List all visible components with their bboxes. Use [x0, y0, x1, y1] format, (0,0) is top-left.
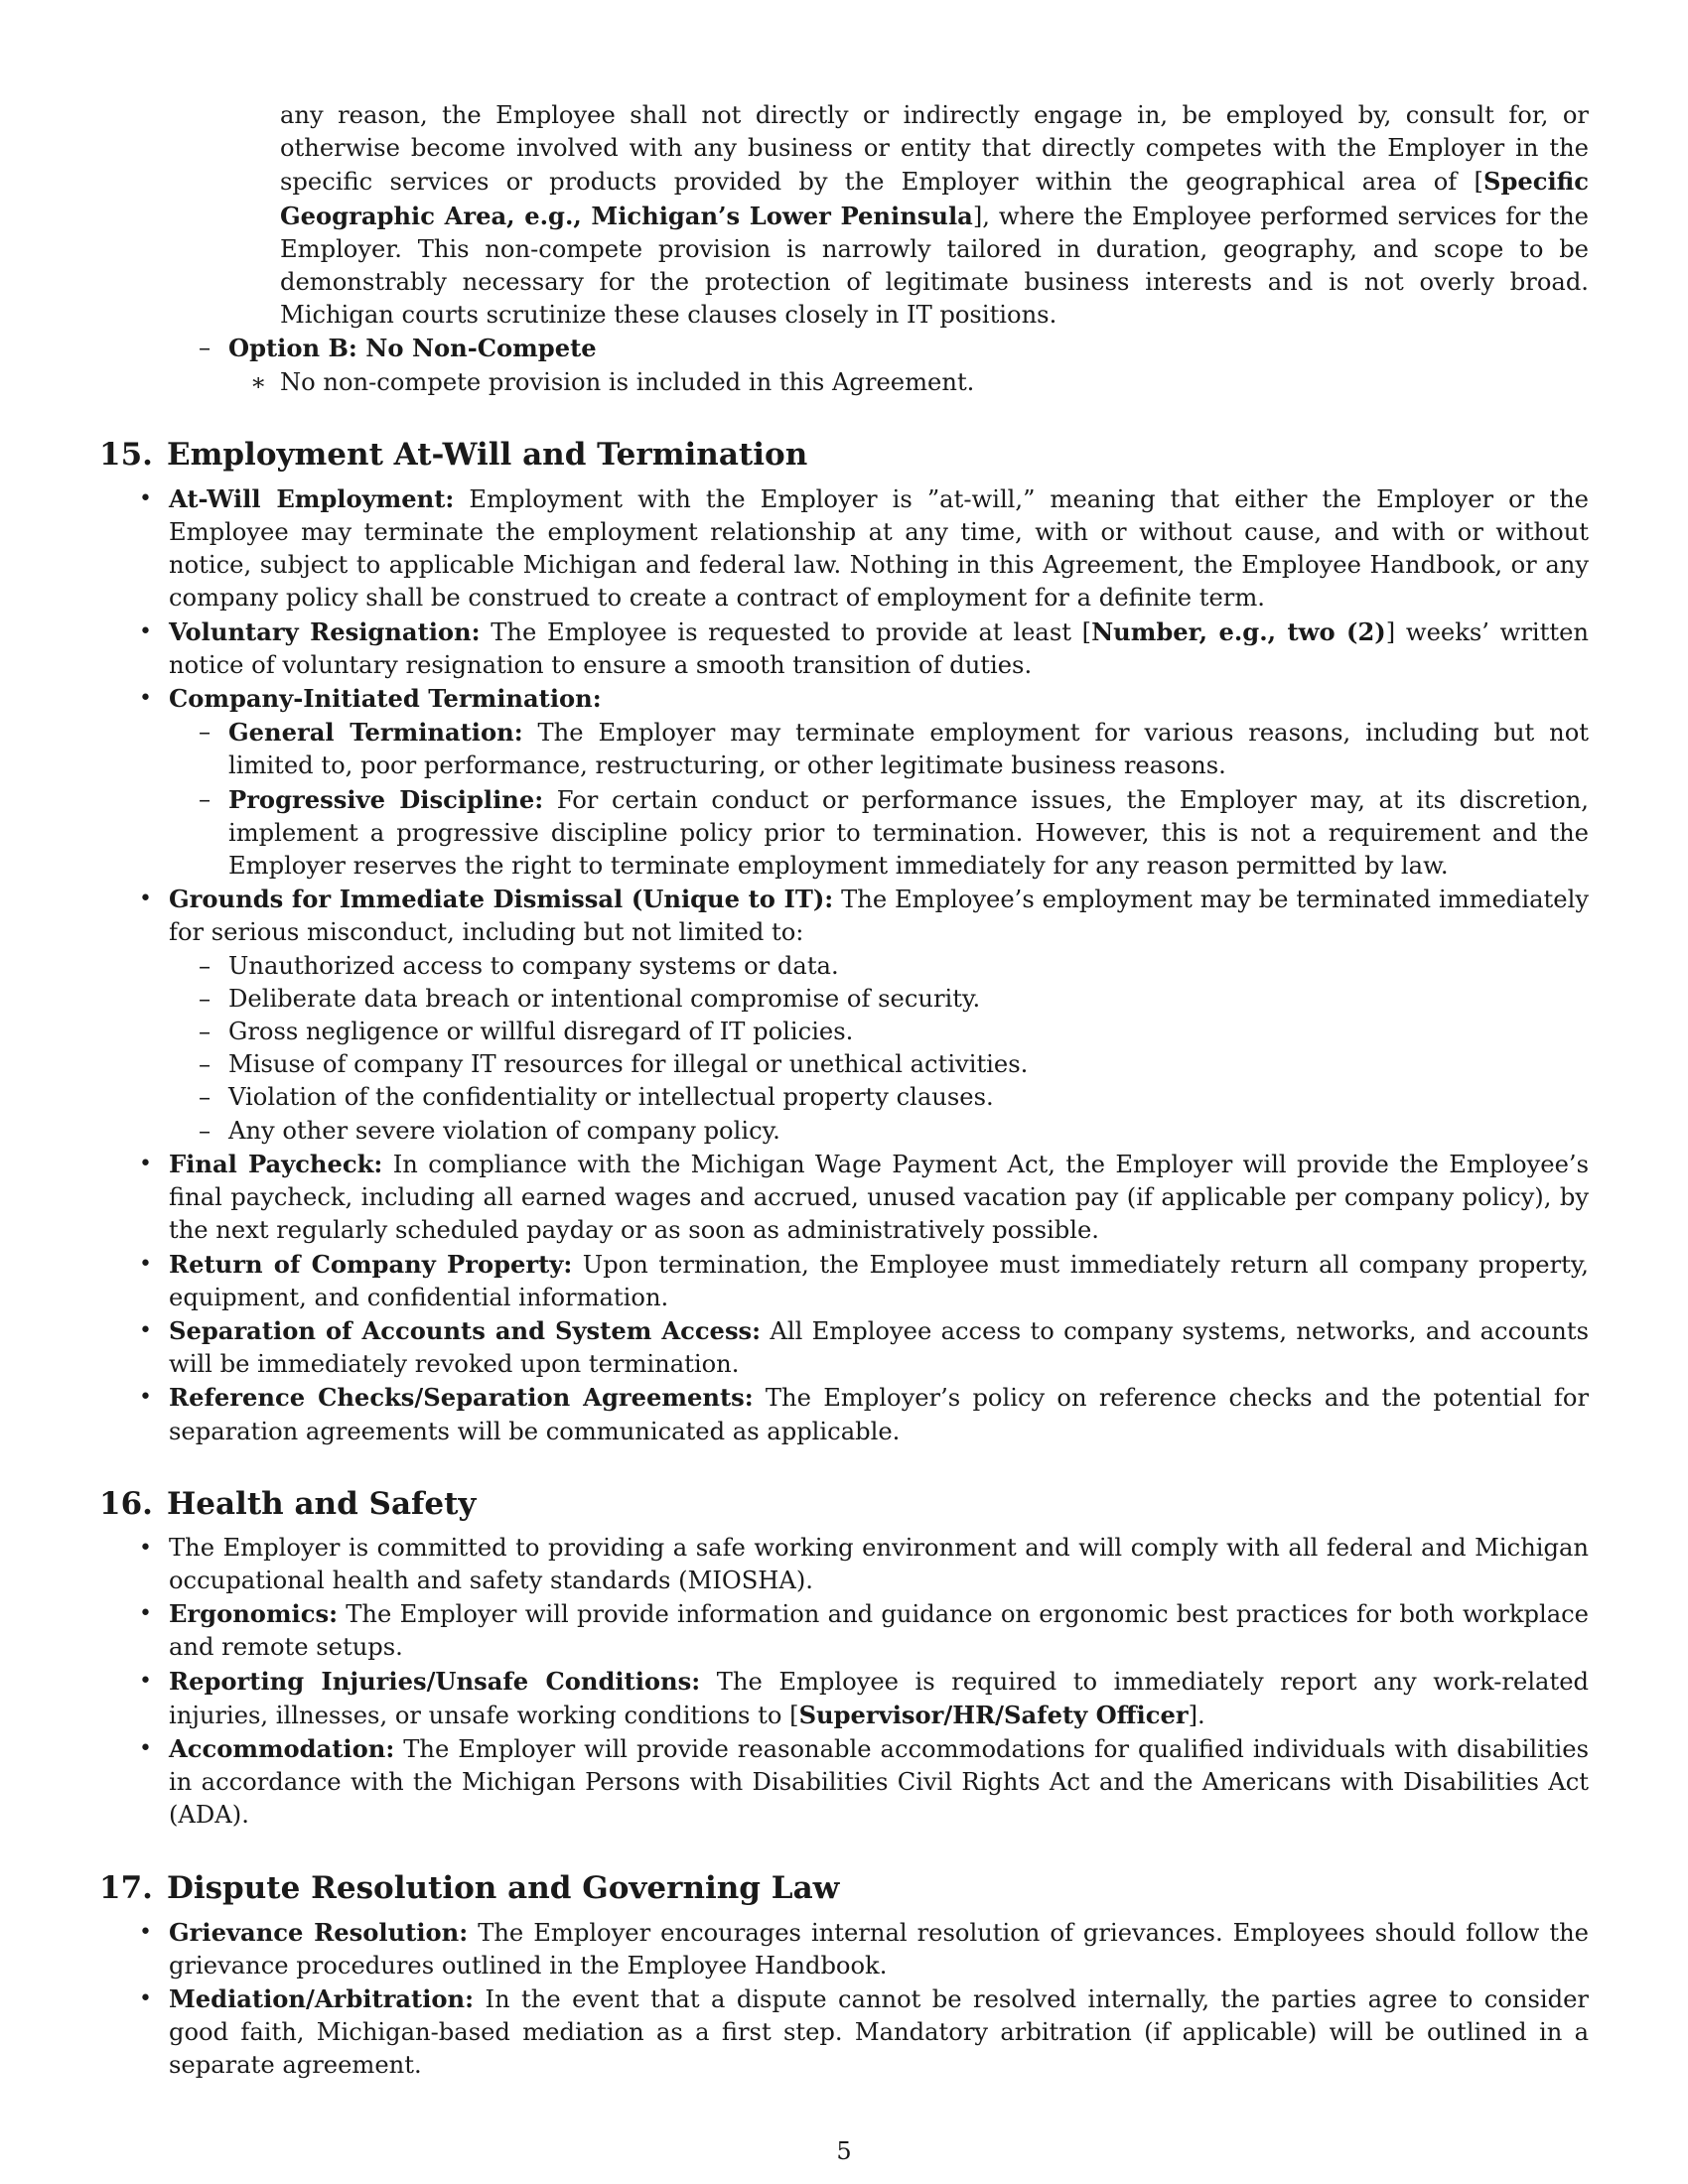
- dash-marker: –: [199, 951, 211, 980]
- list-item-return-property: [99, 1248, 1589, 1314]
- bullet-marker: •: [139, 1735, 152, 1761]
- item-label: General Termination:: [228, 718, 523, 748]
- list-item-ergonomics: [99, 1597, 1589, 1664]
- item-label: Voluntary Resignation:: [169, 616, 481, 646]
- bullet-marker: •: [139, 887, 152, 912]
- section-title: Health and Safety: [166, 1485, 477, 1522]
- item-label: Return of Company Property:: [169, 1249, 573, 1279]
- item-text: Deliberate data breach or intentional compromise of security.: [228, 984, 981, 1013]
- item-text: The Employer will provide reasonable accommodations for qualified individuals with disabilities in accordance with the Michigan Persons with Disabilities Civil Rights Act and the Americans with Disabilities Act (ADA).: [169, 1734, 1589, 1830]
- grounds-sublist: [169, 950, 1589, 1148]
- list-item-at-will: [99, 482, 1589, 615]
- item-text: The Employer may terminate employment for various reasons, including but not limited to, poor performance, restructuring, or other legitimate business reasons.: [228, 719, 1589, 780]
- list-item-voluntary-resignation: [99, 615, 1589, 682]
- dash-marker: –: [199, 784, 211, 813]
- sublist-item: [169, 1115, 1589, 1148]
- option-b-item: [99, 366, 1589, 399]
- list-item-accommodation: [99, 1732, 1589, 1833]
- list-item-separation-access: [99, 1314, 1589, 1381]
- section-number: 15.: [99, 436, 153, 473]
- sublist-item-general-termination: [169, 716, 1589, 782]
- sublist-item: [169, 983, 1589, 1016]
- bullet-marker: •: [139, 1919, 152, 1945]
- item-text: Upon termination, the Employee must immediately return all company property, equipment, and confidential information.: [169, 1250, 1589, 1311]
- item-label: Reporting Injuries/Unsafe Conditions:: [169, 1666, 701, 1696]
- bullet-marker: •: [139, 1668, 152, 1694]
- text-run: any reason, the Employee shall not directly or indirectly engage in, be employed by, consult for, or otherwise become involved with any business or entity that directly competes with the Employer in the specific services or products provided by the Employer within the geographical area of [: [280, 101, 1589, 197]
- non-compete-option-a-text: [280, 99, 1589, 332]
- item-label: At-Will Employment:: [169, 483, 455, 513]
- item-text: In the event that a dispute cannot be resolved internally, the parties agree to consider good faith, Michigan-based mediation as a first step. Mandatory arbitration (if applicable) will be outlined in a separate agreement.: [169, 1984, 1589, 2080]
- page-content: [99, 99, 1589, 2083]
- dash-marker: –: [199, 1116, 211, 1145]
- option-b-label: Option B: No Non-Compete: [228, 334, 597, 363]
- section-17-list: [99, 1916, 1589, 2083]
- item-text: Misuse of company IT resources for illegal or unethical activities.: [228, 1050, 1029, 1079]
- dash-marker: –: [199, 1018, 211, 1046]
- bullet-marker: •: [139, 485, 152, 511]
- placeholder-bold: Specific Geographic Area, e.g., Michigan’s Lower Peninsula: [280, 167, 1589, 230]
- dash-marker: –: [199, 1083, 211, 1112]
- dash-marker: –: [199, 334, 211, 362]
- item-text: Gross negligence or willful disregard of IT policies.: [228, 1018, 854, 1046]
- sublist-item: [169, 1016, 1589, 1048]
- section-16-list: [99, 1532, 1589, 1833]
- bullet-marker: •: [139, 1151, 152, 1176]
- page-number: 5: [836, 2137, 852, 2165]
- section-17-heading: [99, 1868, 1589, 1908]
- item-text: Any other severe violation of company policy.: [228, 1116, 780, 1145]
- list-item-reference-checks: [99, 1381, 1589, 1447]
- bullet-marker: •: [139, 1251, 152, 1277]
- sublist-item: [169, 1048, 1589, 1081]
- section-16-heading: [99, 1484, 1589, 1524]
- item-text: The Employee’s employment may be terminated immediately for serious misconduct, including but not limited to:: [169, 886, 1589, 947]
- item-label: Reference Checks/Separation Agreements:: [169, 1383, 754, 1413]
- item-label: Progressive Discipline:: [228, 784, 544, 814]
- item-text: ].: [1188, 1701, 1205, 1729]
- item-text: For certain conduct or performance issues, the Employer may, at its discretion, implement a progressive discipline policy prior to termination. However, this is not a requirement and the Employer reserves the right to terminate employment immediately for any reason permitted by law.: [228, 785, 1589, 881]
- item-text: All Employee access to company systems, networks, and accounts will be immediately revoked upon termination.: [169, 1316, 1589, 1379]
- dash-marker: –: [199, 984, 211, 1013]
- bullet-marker: •: [139, 1385, 152, 1411]
- item-text: The Employer is committed to providing a safe working environment and will comply with all federal and Michigan occupational health and safety standards (MIOSHA).: [169, 1533, 1589, 1594]
- bullet-marker: •: [139, 1535, 152, 1561]
- item-text: ] weeks’ written notice of voluntary resignation to ensure a smooth transition of duties.: [169, 617, 1589, 679]
- item-label: Mediation/Arbitration:: [169, 1983, 475, 2013]
- item-label: Ergonomics:: [169, 1599, 338, 1629]
- list-item-reporting-injuries: [99, 1665, 1589, 1732]
- item-label: Company-Initiated Termination:: [169, 684, 602, 714]
- list-item-final-paycheck: [99, 1148, 1589, 1248]
- item-label: Separation of Accounts and System Access:: [169, 1315, 762, 1345]
- list-item-mediation: [99, 1982, 1589, 2083]
- section-title: Employment At-Will and Termination: [166, 436, 808, 473]
- item-text: Violation of the confidentiality or intellectual property clauses.: [228, 1083, 994, 1112]
- item-label: Final Paycheck:: [169, 1149, 383, 1178]
- bullet-marker: •: [139, 618, 152, 644]
- option-b-line: [99, 332, 1589, 365]
- placeholder-bold: Number, e.g., two (2): [1091, 616, 1386, 646]
- item-text: In compliance with the Michigan Wage Payment Act, the Employer will provide the Employee’s final paycheck, including all earned wages and accrued, unused vacation pay (if applicable per company policy), by the next regularly scheduled payday or as soon as administratively possible.: [169, 1150, 1589, 1245]
- item-text: Unauthorized access to company systems or data.: [228, 951, 839, 980]
- asterisk-marker: ∗: [250, 367, 267, 396]
- item-text: The Employer will provide information and guidance on ergonomic best practices for both workplace and remote setups.: [169, 1600, 1589, 1662]
- company-termination-sublist: [169, 716, 1589, 883]
- section-15-list: [99, 482, 1589, 1448]
- item-text: The Employee is required to immediately report any work-related injuries, illnesses, or unsafe working conditions to [: [169, 1667, 1589, 1729]
- dash-marker: –: [199, 718, 211, 747]
- dash-marker: –: [199, 1050, 211, 1079]
- section-title: Dispute Resolution and Governing Law: [166, 1869, 840, 1906]
- bullet-marker: •: [139, 1601, 152, 1627]
- bullet-marker: •: [139, 1317, 152, 1343]
- item-text: The Employer’s policy on reference checks and the potential for separation agreements will be communicated as applicable.: [169, 1384, 1590, 1445]
- section-number: 17.: [99, 1869, 153, 1906]
- bullet-marker: •: [139, 1985, 152, 2011]
- text-run: ], where the Employee performed services for the Employer. This non-compete provision is narrowly tailored in duration, geography, and scope to be demonstrably necessary for the protection of legitimate business interests and is not overly broad. Michigan courts scrutinize these clauses closely in IT positions.: [280, 202, 1589, 330]
- placeholder-bold: Supervisor/HR/Safety Officer: [798, 1700, 1189, 1729]
- option-b-text: No non-compete provision is included in this Agreement.: [280, 367, 975, 396]
- sublist-item: [169, 1081, 1589, 1114]
- list-item-safe-environment: [99, 1532, 1589, 1597]
- bullet-marker: •: [139, 686, 152, 712]
- section-15-heading: [99, 435, 1589, 475]
- list-item-company-termination: [99, 682, 1589, 883]
- item-label: Grievance Resolution:: [169, 1917, 469, 1947]
- item-text: The Employer encourages internal resolution of grievances. Employees should follow the grievance procedures outlined in the Employee Handbook.: [169, 1918, 1589, 1979]
- list-item-grievance: [99, 1916, 1589, 1982]
- item-text: Employment with the Employer is ”at-will,” meaning that either the Employer or the Employee may terminate the employment relationship at any time, with or without cause, and with or without notice, subject to applicable Michigan and federal law. Nothing in this Agreement, the Employee Handbook, or any company policy shall be construed to create a contract of employment for a definite term.: [169, 484, 1589, 613]
- item-text: The Employee is requested to provide at least [: [480, 617, 1092, 646]
- sublist-item: [169, 950, 1589, 983]
- section-number: 16.: [99, 1485, 153, 1522]
- sublist-item-progressive-discipline: [169, 783, 1589, 884]
- list-item-grounds-dismissal: [99, 883, 1589, 1148]
- item-label: Grounds for Immediate Dismissal (Unique to IT):: [169, 885, 834, 914]
- item-label: Accommodation:: [169, 1733, 395, 1763]
